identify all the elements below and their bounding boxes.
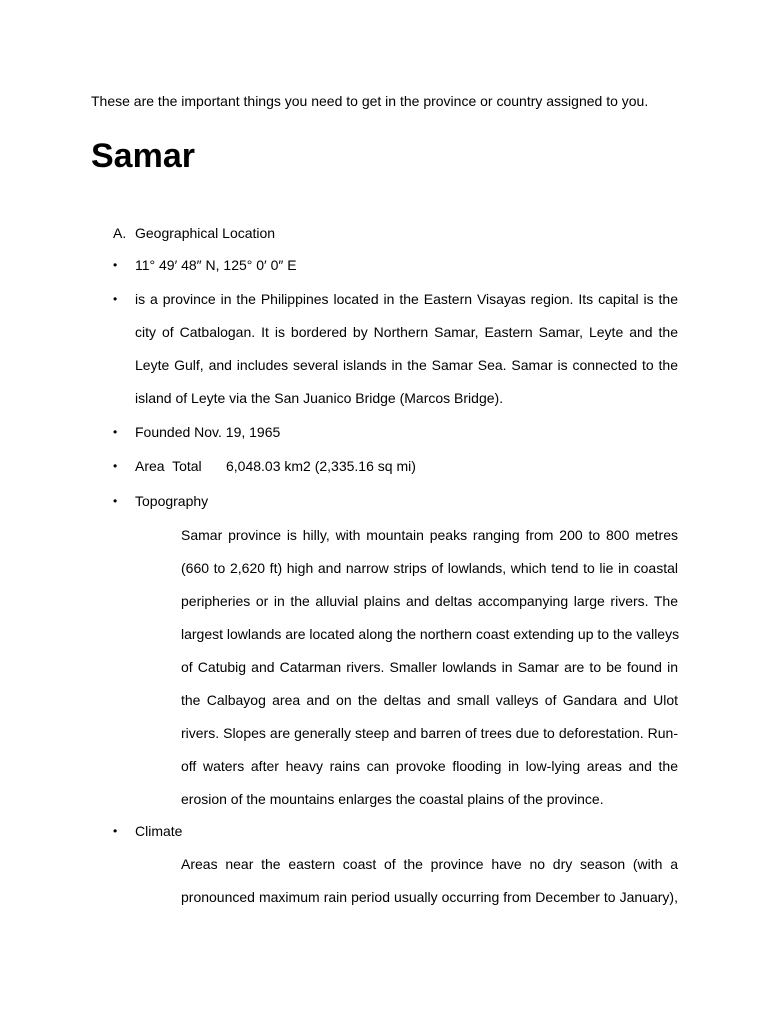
topography-line: rivers. Slopes are generally steep and barren of trees due to deforestation. Run- (181, 725, 678, 741)
description-line: is a province in the Philippines located in the Eastern Visayas region. Its capital is the (135, 291, 678, 307)
description-line: city of Catbalogan. It is bordered by Northern Samar, Eastern Samar, Leyte and the (135, 324, 678, 340)
coordinates-text: 11° 49′ 48″ N, 125° 0′ 0″ E (135, 257, 297, 273)
bullet-marker: • (113, 824, 118, 838)
topography-line: Samar province is hilly, with mountain peaks ranging from 200 to 800 metres (181, 527, 678, 543)
area-label: Area Total (135, 458, 202, 474)
intro-text: These are the important things you need to get in the province or country assigned to you. (91, 93, 649, 109)
section-heading (113, 224, 275, 242)
topography-paragraph (181, 519, 678, 816)
bullet-marker: • (113, 494, 118, 508)
list-item-coordinates (113, 249, 678, 282)
page-title: Samar (91, 137, 195, 175)
section-marker: A. (113, 225, 127, 241)
list-item-climate (113, 815, 678, 848)
climate-line: Areas near the eastern coast of the province have no dry season (with a (181, 856, 678, 872)
section-label: Geographical Location (135, 225, 276, 241)
bullet-marker: • (113, 292, 118, 306)
bullet-marker: • (113, 425, 118, 439)
founded-text: Founded Nov. 19, 1965 (135, 424, 281, 440)
area-value: 6,048.03 km2 (2,335.16 sq mi) (226, 458, 416, 474)
area-text (135, 450, 678, 483)
list-item-founded (113, 416, 678, 449)
topography-line: (660 to 2,620 ft) high and narrow strips of lowlands, which tend to lie in coastal (181, 560, 678, 576)
list-item-description (113, 283, 678, 415)
description-line: Leyte Gulf, and includes several islands in the Samar Sea. Samar is connected to the (135, 357, 678, 373)
bullet-marker: • (113, 258, 118, 272)
bullet-marker: • (113, 459, 118, 473)
topography-line: largest lowlands are located along the northern coast extending up to the valleys (181, 626, 680, 642)
list-item-topography (113, 485, 678, 518)
climate-paragraph (181, 848, 678, 914)
topography-line: peripheries or in the alluvial plains and deltas accompanying large rivers. The (181, 593, 678, 609)
topography-line: erosion of the mountains enlarges the coastal plains of the province. (181, 791, 604, 807)
description-text (135, 283, 678, 415)
topography-heading: Topography (135, 493, 209, 509)
climate-heading: Climate (135, 823, 183, 839)
topography-line: the Calbayog area and on the deltas and small valleys of Gandara and Ulot (181, 692, 678, 708)
climate-line: pronounced maximum rain period usually occurring from December to January), (181, 889, 678, 905)
list-item-area (113, 450, 678, 483)
topography-line: of Catubig and Catarman rivers. Smaller lowlands in Samar are to be found in (181, 659, 678, 675)
description-line: island of Leyte via the San Juanico Bridge (Marcos Bridge). (135, 390, 504, 406)
topography-line: off waters after heavy rains can provoke flooding in low-lying areas and the (181, 758, 678, 774)
